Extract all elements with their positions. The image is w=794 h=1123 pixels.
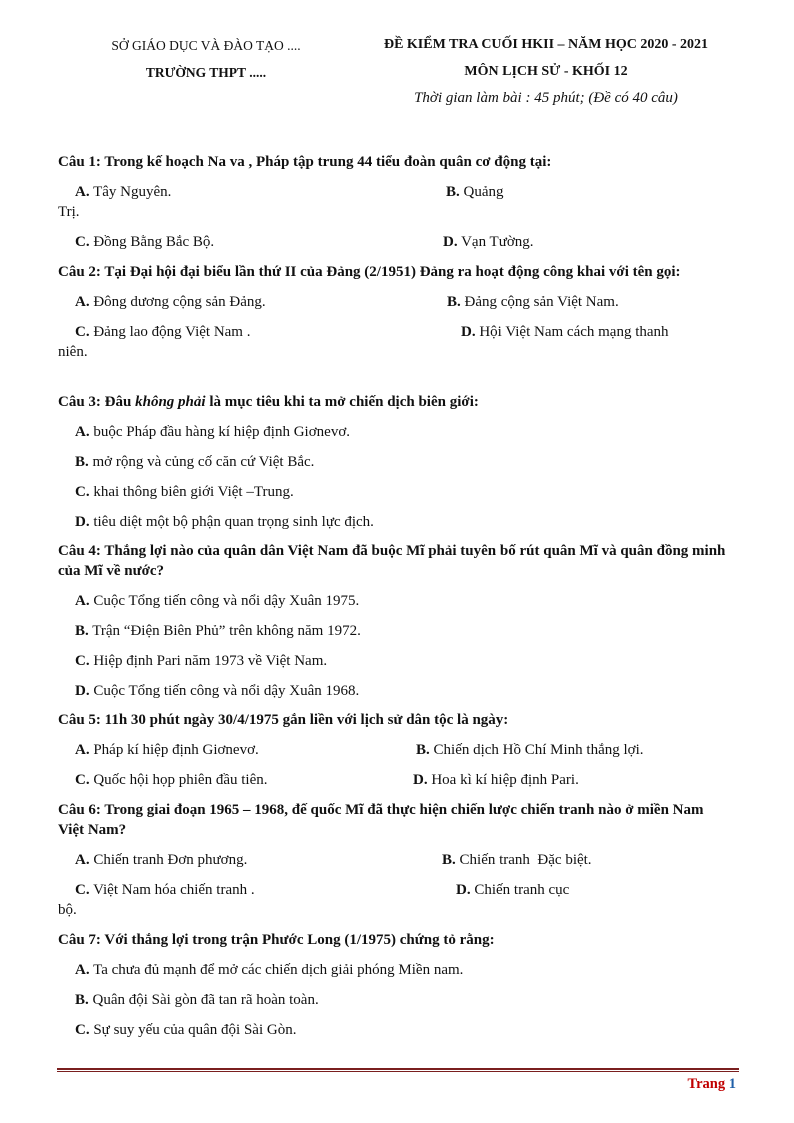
header-left — [60, 38, 352, 81]
option-d: D. Vạn Tường. — [443, 234, 534, 250]
option-c: C. Việt Nam hóa chiến tranh . — [75, 882, 255, 898]
exam-title: ĐỀ KIỂM TRA CUỐI HKII – NĂM HỌC 2020 - 2021 — [383, 37, 709, 52]
option-c: C. Đồng Bằng Bắc Bộ. — [75, 234, 215, 250]
options-row — [58, 850, 730, 870]
question-2 — [58, 262, 730, 362]
question-text: Câu 7: Với thắng lợi trong trận Phước Long (1/1975) chứng tỏ rằng: — [58, 932, 495, 948]
options-row — [58, 322, 730, 362]
footer-rule-thin — [57, 1071, 739, 1072]
question-1 — [58, 152, 730, 252]
question-6 — [58, 800, 730, 920]
option-a: A. buộc Pháp đầu hàng kí hiệp định Giơnevơ. — [75, 424, 350, 440]
options-row — [58, 880, 730, 920]
option-b: B. Chiến dịch Hồ Chí Minh thắng lợi. — [416, 742, 644, 758]
page-number: Trang 1 — [687, 1076, 736, 1092]
option-d: D. Cuộc Tổng tiến công và nổi dậy Xuân 1968. — [75, 683, 360, 699]
duration-line: Thời gian làm bài : 45 phút; (Đề có 40 câu) — [414, 90, 678, 106]
option-d-wrap: niên. — [58, 344, 88, 360]
options-row — [58, 292, 730, 312]
option-c: C. Đảng lao động Việt Nam . — [75, 324, 251, 340]
option-c: C. Hiệp định Pari năm 1973 về Việt Nam. — [75, 653, 328, 669]
question-3 — [58, 392, 730, 532]
options-row — [58, 182, 730, 222]
question-text: Câu 3: Đâu không phải là mục tiêu khi ta mở chiến dịch biên giới: — [58, 394, 479, 410]
school-name: TRƯỜNG THPT ..... — [145, 65, 267, 80]
question-text: Câu 6: Trong giai đoạn 1965 – 1968, đế quốc Mĩ đã thực hiện chiến lược chiến tranh nào ở miền Nam Việt Nam? — [58, 802, 704, 838]
option-a: A. Tây Nguyên. — [75, 184, 172, 200]
question-text: Câu 1: Trong kế hoạch Na va , Pháp tập trung 44 tiểu đoàn quân cơ động tại: — [58, 154, 552, 170]
subject-line: MÔN LỊCH SỬ - KHỐI 12 — [464, 64, 628, 79]
question-7 — [58, 930, 730, 1040]
option-c: C. Quốc hội họp phiên đầu tiên. — [75, 772, 268, 788]
option-b: B. Đảng cộng sản Việt Nam. — [447, 294, 619, 310]
question-text: Câu 4: Thắng lợi nào của quân dân Việt Nam đã buộc Mĩ phải tuyên bố rút quân Mĩ và quân đồng minh của Mĩ về nước? — [58, 543, 726, 579]
option-d: D. Chiến tranh cục — [456, 882, 570, 898]
question-5 — [58, 710, 730, 790]
question-text: Câu 2: Tại Đại hội đại biểu lần thứ II của Đảng (2/1951) Đảng ra hoạt động công khai với tên gọi: — [58, 264, 681, 280]
header-right — [346, 37, 746, 107]
department-name: SỞ GIÁO DỤC VÀ ĐÀO TẠO .... — [111, 38, 301, 53]
option-b-wrap: Trị. — [58, 204, 80, 220]
option-b: B. mở rộng và củng cố căn cứ Việt Bắc. — [75, 454, 315, 470]
question-4 — [58, 541, 730, 701]
footer-rule-thick — [57, 1068, 739, 1070]
option-d: D. Hoa kì kí hiệp định Pari. — [413, 772, 579, 788]
option-a: A. Pháp kí hiệp định Giơnevơ. — [75, 742, 259, 758]
option-c: C. khai thông biên giới Việt –Trung. — [75, 484, 294, 500]
option-d: D. tiêu diệt một bộ phận quan trọng sinh lực địch. — [75, 514, 374, 530]
option-d: D. Hội Việt Nam cách mạng thanh — [461, 324, 669, 340]
option-a: A. Ta chưa đủ mạnh để mở các chiến dịch giải phóng Miền nam. — [75, 962, 464, 978]
options-row — [58, 770, 730, 790]
options-row — [58, 232, 730, 252]
option-b: B. Trận “Điện Biên Phủ” trên không năm 1972. — [75, 623, 361, 639]
option-a: A. Đông dương cộng sản Đảng. — [75, 294, 266, 310]
question-text: Câu 5: 11h 30 phút ngày 30/4/1975 gắn liền với lịch sử dân tộc là ngày: — [58, 712, 509, 728]
option-c: C. Sự suy yếu của quân đội Sài Gòn. — [75, 1022, 297, 1038]
option-b: B. Quảng — [446, 184, 504, 200]
option-b: B. Chiến tranh Đặc biệt. — [442, 852, 592, 868]
options-row — [58, 740, 730, 760]
question-emphasis: không phải — [135, 394, 206, 410]
option-a: A. Cuộc Tổng tiến công và nổi dậy Xuân 1975. — [75, 593, 360, 609]
option-b: B. Quân đội Sài gòn đã tan rã hoàn toàn. — [75, 992, 319, 1008]
option-a: A. Chiến tranh Đơn phương. — [75, 852, 248, 868]
option-d-wrap: bộ. — [58, 902, 77, 918]
